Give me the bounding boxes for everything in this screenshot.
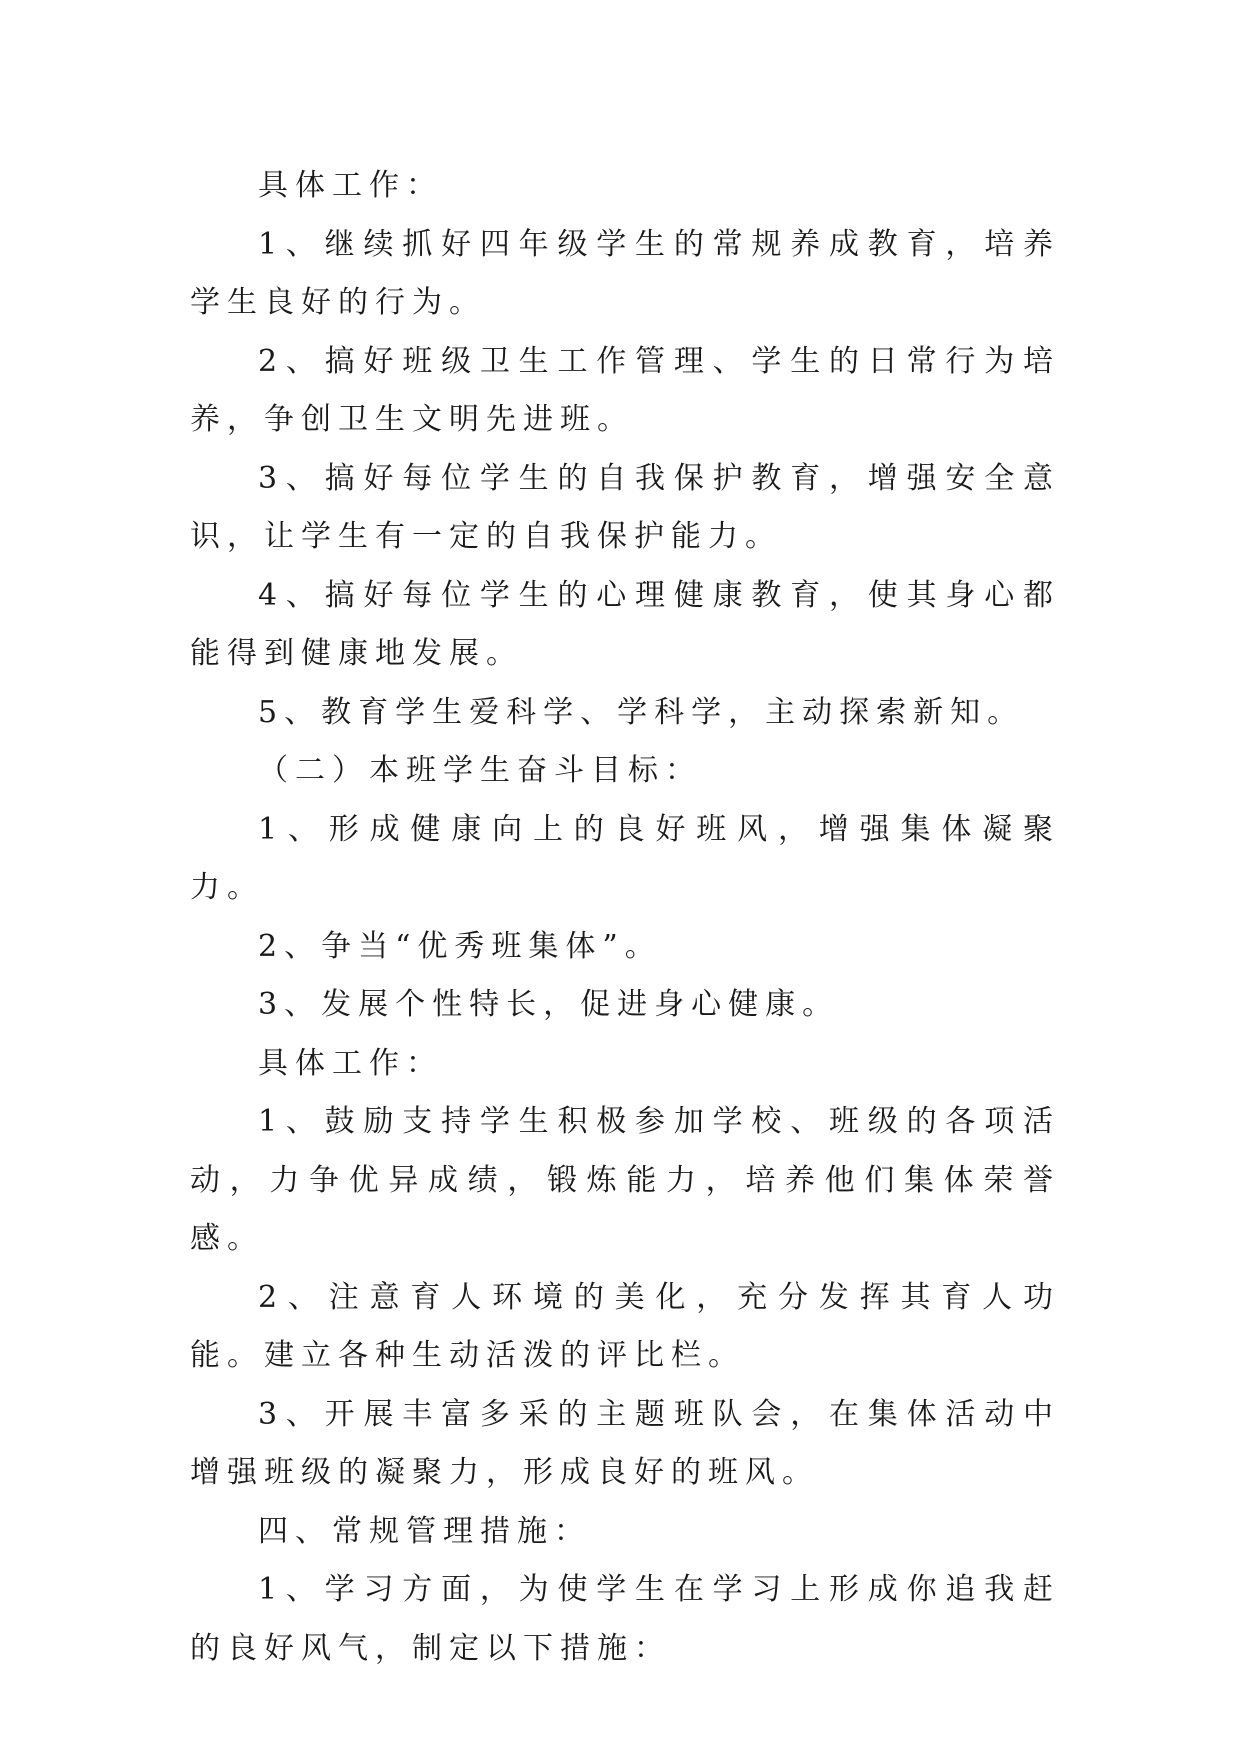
paragraph-goal-2: 2、争当“优秀班集体”。: [258, 928, 662, 964]
paragraph-section-routine-management: 四、常规管理措施：: [258, 1513, 591, 1549]
paragraph-work-item-3: 3、开展丰富多采的主题班队会，在集体活动中增强班级的凝聚力，形成良好的班风。: [190, 1396, 1060, 1490]
paragraph-item-2: 2、搞好班级卫生工作管理、学生的日常行为培养，争创卫生文明先进班。: [190, 343, 1060, 437]
document-body: [190, 157, 1060, 1678]
paragraph-work-item-1: 1、鼓励支持学生积极参加学校、班级的各项活动，力争优异成绩，锻炼能力，培养他们集体荣誉感。: [190, 1104, 1060, 1256]
paragraph-section-class-goals: （二）本班学生奋斗目标：: [258, 753, 702, 788]
paragraph-measure-1: 1、学习方面，为使学生在学习上形成你追我赶的良好风气，制定以下措施：: [190, 1572, 1060, 1666]
paragraph-item-4: 4、搞好每位学生的心理健康教育，使其身心都能得到健康地发展。: [190, 577, 1060, 671]
paragraph-specific-work-heading: 具体工作：: [258, 168, 443, 203]
paragraph-work-item-2: 2、注意育人环境的美化，充分发挥其育人功能。建立各种生动活泼的评比栏。: [190, 1279, 1060, 1373]
paragraph-item-3: 3、搞好每位学生的自我保护教育，增强安全意识，让学生有一定的自我保护能力。: [190, 460, 1060, 554]
paragraph-specific-work-heading-2: 具体工作：: [258, 1045, 443, 1081]
paragraph-goal-3: 3、发展个性特长，促进身心健康。: [258, 987, 840, 1022]
paragraph-item-1: 1、继续抓好四年级学生的常规养成教育，培养学生良好的行为。: [190, 226, 1060, 320]
paragraph-goal-1: 1、形成健康向上的良好班风，增强集体凝聚力。: [190, 811, 1060, 905]
paragraph-item-5: 5、教育学生爱科学、学科学，主动探索新知。: [258, 694, 1025, 730]
